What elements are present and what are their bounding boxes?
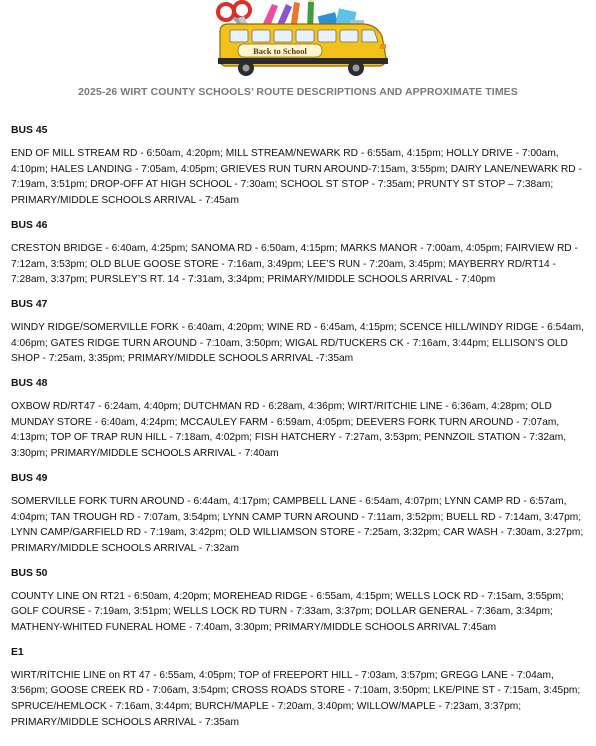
- route-list: [11, 124, 589, 741]
- logo-sign-text: Back to School: [253, 46, 307, 56]
- route-description: CRESTON BRIDGE - 6:40am, 4:25pm; SANOMA RD - 6:50am, 4:15pm; MARKS MANOR - 7:00am, 4:05pm; FAIRVIEW RD - 7:12am, 3:53pm; OLD BLUE GOOSE STORE - 7:16am, 3:49pm; LEE’S RUN - 7:20am, 3:45pm; MAYBERRY RD/RT14 - 7:28am, 3:37pm; PURSLEY’S RT. 14 - 7:31am, 3:34pm; PRIMARY/MIDDLE SCHOOLS ARRIVAL - 7:40pm: [11, 242, 578, 286]
- route-description: WIRT/RITCHIE LINE on RT 47 - 6:55am, 4:05pm; TOP of FREEPORT HILL - 7:03am, 3:57pm; GREGG LANE - 7:04am, 3:56pm; GOOSE CREEK RD - 7:06am, 3:54pm; CROSS ROADS STORE - 7:10am, 3:50pm; LKE/PINE ST - 7:15am, 3:45pm; SPRUCE/HEMLOCK - 7:16am, 3:44pm; BURCH/MAPLE - 7:20am, 3:40pm; WILLOW/MAPLE - 7:23am, 3:37pm; PRIMARY/MIDDLE SCHOOLS ARRIVAL - 7:35am: [11, 669, 581, 728]
- route-bus-46: [11, 219, 589, 288]
- route-bus-45: [11, 124, 589, 209]
- route-bus-48: [11, 377, 589, 462]
- route-bus-50: [11, 567, 589, 636]
- route-bus-47: [11, 298, 589, 367]
- route-name: BUS 48: [11, 378, 48, 390]
- route-name: E1: [11, 646, 24, 658]
- route-name: BUS 50: [11, 567, 48, 579]
- route-name: BUS 47: [11, 298, 48, 310]
- school-bus-icon: [218, 24, 388, 76]
- route-description: SOMERVILLE FORK TURN AROUND - 6:44am, 4:17pm; CAMPBELL LANE - 6:54am, 4:07pm; LYNN CAMP RD - 6:57am, 4:04pm; TAN TROUGH RD - 7:07am, 3:54pm; LYNN CAMP TURN AROUND - 7:11am, 3:52pm; BUELL RD - 7:14am, 3:47pm; LYNN CAMP/GARFIELD RD - 7:19am, 3:42pm; OLD WILLIAMSON STORE - 7:25am, 3:32pm; CAR WASH - 7:30am, 3:27pm; PRIMARY/MIDDLE SCHOOLS ARRIVAL - 7:32am: [11, 495, 584, 554]
- back-to-school-logo: [212, 0, 392, 82]
- route-name: BUS 45: [11, 125, 48, 136]
- route-description: END OF MILL STREAM RD - 6:50am, 4:20pm; MILL STREAM/NEWARK RD - 6:55am, 4:15pm; HOLLY DRIVE - 7:00am, 4:10pm; HALES LANDING - 7:05am, 4:05pm; GRIEVES RUN TURN AROUND-7:15am, 3:55pm; DAIRY LANE/NEWARK RD - 7:19am, 3:51pm; DROP-OFF AT HIGH SCHOOL - 7:30am; SCHOOL ST STOP - 7:35am; PRUNTY ST STOP – 7:38am; PRIMARY/MIDDLE SCHOOLS ARRIVAL - 7:45am: [11, 148, 582, 207]
- route-e1: [11, 646, 589, 731]
- document-title: 2025-26 WIRT COUNTY SCHOOLS’ ROUTE DESCRIPTIONS AND APPROXIMATE TIMES: [78, 86, 518, 98]
- route-name: BUS 46: [11, 219, 48, 231]
- route-name: BUS 49: [11, 472, 48, 484]
- route-bus-49: [11, 472, 589, 557]
- route-description: WINDY RIDGE/SOMERVILLE FORK - 6:40am, 4:20pm; WINE RD - 6:45am, 4:15pm; SCENCE HILL/WINDY RIDGE - 6:54am, 4:06pm; GATES RIDGE TURN AROUND - 7:10am, 3:50pm; WIGAL RD/TUCKERS CK - 7:16am, 3:44pm; ELLISON’S OLD SHOP - 7:25am, 3:35pm; PRIMARY/MIDDLE SCHOOLS ARRIVAL -7:35am: [11, 321, 584, 365]
- route-description: OXBOW RD/RT47 - 6:24am, 4:40pm; DUTCHMAN RD - 6:28am, 4:36pm; WIRT/RITCHIE LINE - 6:36am, 4:28pm; OLD MUNDAY STORE - 6:40am, 4:24pm; MCCAULEY FARM - 6:59am, 4:05pm; DEEVERS FORK TURN AROUND - 7:07am, 4:13pm; TOP OF TRAP RUN HILL - 7:18am, 4:02pm; FISH HATCHERY - 7:27am, 3:53pm; PENNZOIL STATION - 7:32am, 3:30pm; PRIMARY/MIDDLE SCHOOLS ARRIVAL - 7:40am: [11, 401, 567, 460]
- route-description: COUNTY LINE ON RT21 - 6:50am, 4:20pm; MOREHEAD RIDGE - 6:55am, 4:15pm; WELLS LOCK RD - 7:15am, 3:55pm; GOLF COURSE - 7:19am, 3:51pm; WELLS LOCK RD TURN - 7:33am, 3:37pm; DOLLAR GENERAL - 7:36am, 3:34pm; MATHENY-WHITED FUNERAL HOME - 7:40am, 3:30pm; PRIMARY/MIDDLE SCHOOLS ARRIVAL 7:45am: [11, 590, 564, 634]
